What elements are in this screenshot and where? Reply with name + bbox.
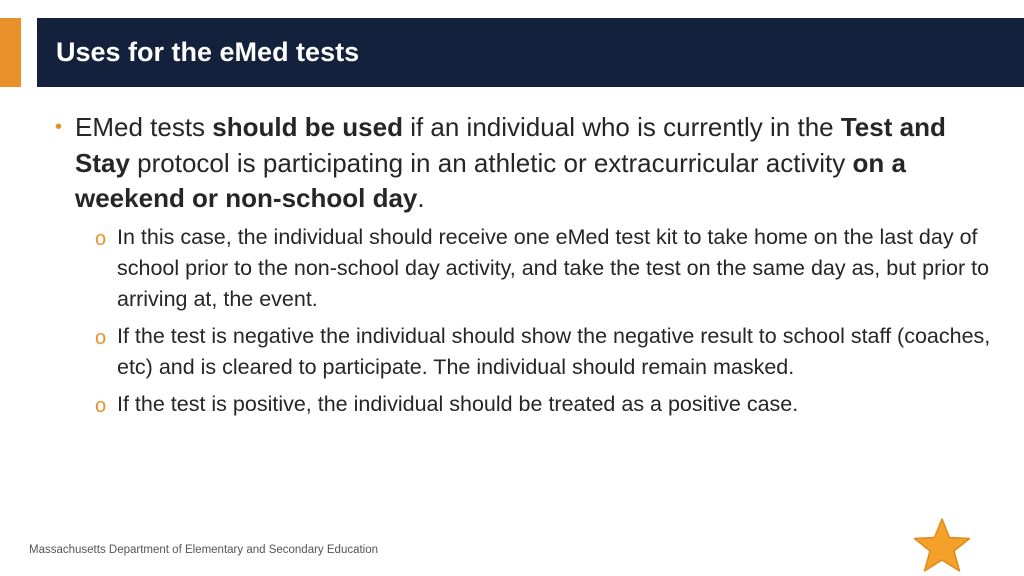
sub-bullet-item xyxy=(95,222,1005,315)
star-icon xyxy=(911,516,973,576)
sub-bullet-item xyxy=(95,321,1005,383)
sub-bullet-text: If the test is positive, the individual should be treated as a positive case. xyxy=(117,391,799,416)
sub-bullet-marker: o xyxy=(95,227,107,250)
slide-title: Uses for the eMed tests xyxy=(56,37,360,67)
main-bullet-text xyxy=(75,110,1000,217)
accent-bar xyxy=(0,18,21,87)
sub-bullet-marker: o xyxy=(95,326,107,349)
title-bar xyxy=(37,18,1024,87)
text-run: protocol is participating in an athletic or extracurricular activity xyxy=(129,147,853,178)
bold-text-test-and-stay: Test and Stay xyxy=(75,112,946,178)
bullet-marker: • xyxy=(55,116,63,138)
sub-bullet-list xyxy=(95,222,1005,420)
sub-bullet-item xyxy=(95,389,1005,420)
bold-text-weekend: on a weekend or non-school day xyxy=(75,147,906,213)
sub-bullet-text: In this case, the individual should receive one eMed test kit to take home on the last day of school prior to the non-school day activity, and take the test on the same day as, but prior to arriving at, the event. xyxy=(117,224,990,311)
footer-text: Massachusetts Department of Elementary and Secondary Education xyxy=(29,544,379,556)
text-run: EMed tests xyxy=(75,112,213,142)
slide-content xyxy=(55,110,1005,426)
text-run: . xyxy=(417,183,425,213)
sub-bullet-marker: o xyxy=(95,394,107,417)
main-bullet xyxy=(55,110,1005,217)
text-run: if an individual who is currently in the xyxy=(402,112,841,142)
sub-bullet-text: If the test is negative the individual should show the negative result to school staff (coaches, etc) and is cleared to participate. The individual should remain masked. xyxy=(117,323,991,379)
bold-text-should-be-used: should be used xyxy=(212,112,403,142)
